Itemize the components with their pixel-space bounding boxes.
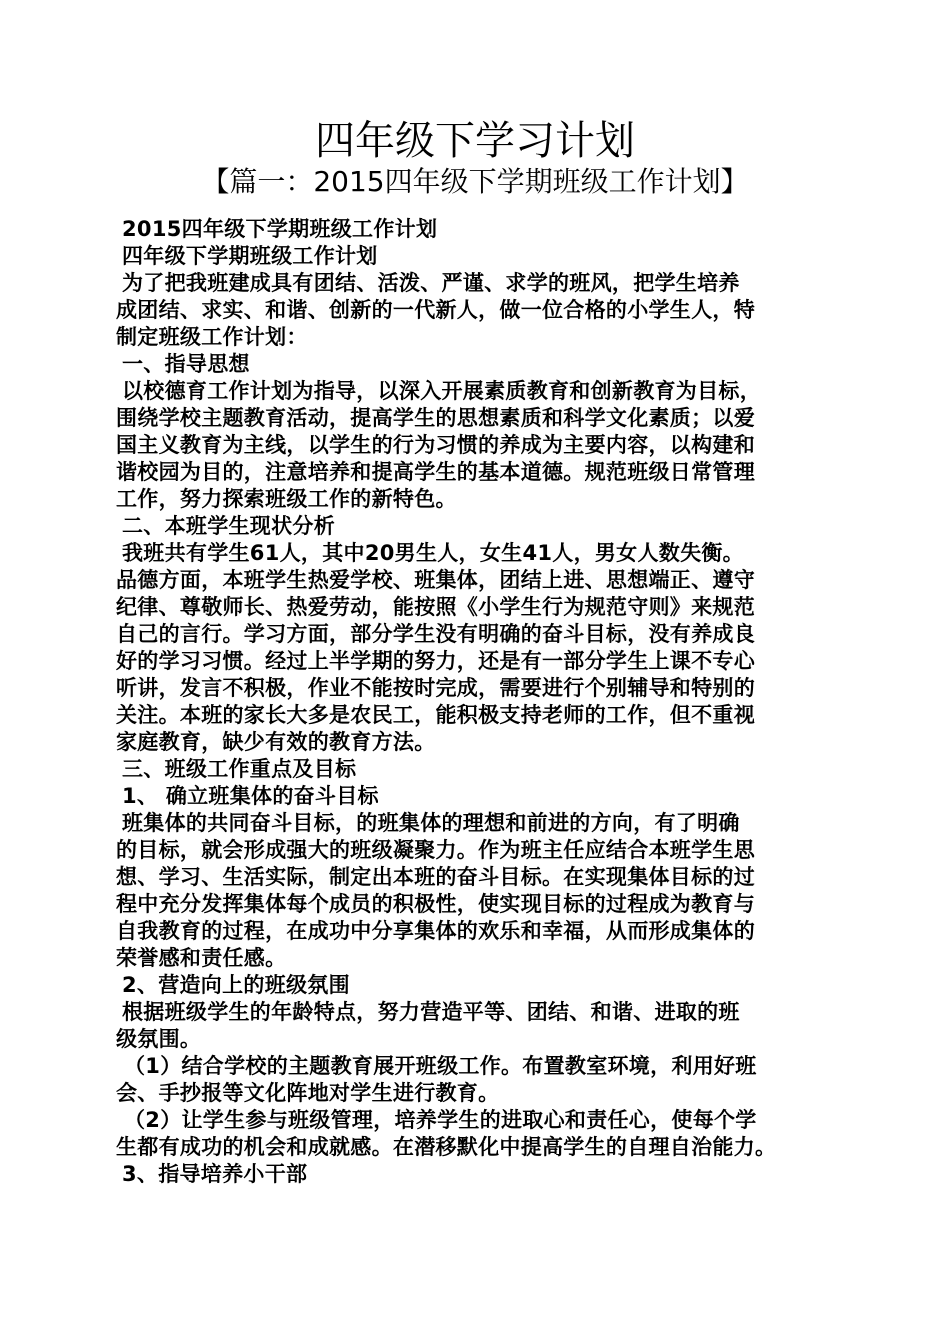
text-line: 班集体的共同奋斗目标，的班集体的理想和前进的方向，有了明确 bbox=[122, 811, 740, 835]
text-line: 想、学习、生活实际，制定出本班的奋斗目标。在实现集体目标的过 bbox=[116, 865, 755, 889]
text-line: （2）让学生参与班级管理，培养学生的进取心和责任心，使每个学 bbox=[124, 1108, 757, 1132]
text-line: 谐校园为目的，注意培养和提高学生的基本道德。规范班级日常管理 bbox=[116, 460, 755, 484]
text-line: 生都有成功的机会和成就感。在潜移默化中提高学生的自理自治能力。 bbox=[116, 1135, 777, 1159]
text-line: 品德方面，本班学生热爱学校、班集体，团结上进、思想端正、遵守 bbox=[116, 568, 755, 592]
text-line: 纪律、尊敬师长、热爱劳动，能按照《小学生行为规范守则》来规范 bbox=[116, 595, 755, 619]
text-line: 自己的言行。学习方面，部分学生没有明确的奋斗目标，没有养成良 bbox=[116, 622, 755, 646]
text-line: 工作，努力探索班级工作的新特色。 bbox=[116, 487, 457, 511]
subsection-heading: 2、营造向上的班级氛围 bbox=[122, 973, 350, 997]
subsection-heading: 3、指导培养小干部 bbox=[122, 1162, 308, 1186]
text-line: 根据班级学生的年龄特点，努力营造平等、团结、和谐、进取的班 bbox=[122, 1000, 740, 1024]
text-line: 会、手抄报等文化阵地对学生进行教育。 bbox=[116, 1081, 500, 1105]
text-line: 荣誉感和责任感。 bbox=[116, 946, 287, 970]
section-heading: 一、指导思想 bbox=[122, 352, 250, 376]
document-body bbox=[116, 216, 838, 1188]
text-line: 围绕学校主题教育活动，提高学生的思想素质和科学文化素质；以爱 bbox=[116, 406, 755, 430]
text-line: 我班共有学生61人，其中20男生人，女生41人，男女人数失衡。 bbox=[122, 541, 744, 565]
text-line: 成团结、求实、和谐、创新的一代新人，做一位合格的小学生人，特 bbox=[116, 298, 755, 322]
document-title: 四年级下学习计划 bbox=[315, 118, 635, 164]
document-subtitle: 【篇一：2015四年级下学期班级工作计划】 bbox=[201, 165, 749, 198]
text-line: 听讲，发言不积极，作业不能按时完成，需要进行个别辅导和特别的 bbox=[116, 676, 755, 700]
section-heading: 三、班级工作重点及目标 bbox=[122, 757, 357, 781]
text-line: （1）结合学校的主题教育展开班级工作。布置教室环境，利用好班 bbox=[124, 1054, 757, 1078]
text-line: 好的学习习惯。经过上半学期的努力，还是有一部分学生上课不专心 bbox=[116, 649, 755, 673]
text-line: 家庭教育，缺少有效的教育方法。 bbox=[116, 730, 436, 754]
text-line: 的目标，就会形成强大的班级凝聚力。作为班主任应结合本班学生思 bbox=[116, 838, 755, 862]
text-line: 制定班级工作计划： bbox=[116, 325, 308, 349]
text-line: 自我教育的过程，在成功中分享集体的欢乐和幸福，从而形成集体的 bbox=[116, 919, 755, 943]
text-line: 程中充分发挥集体每个成员的积极性，使实现目标的过程成为教育与 bbox=[116, 892, 755, 916]
text-line: 关注。本班的家长大多是农民工，能积极支持老师的工作，但不重视 bbox=[116, 703, 755, 727]
subsection-heading: 1、 确立班集体的奋斗目标 bbox=[122, 784, 379, 808]
text-line: 2015四年级下学期班级工作计划 bbox=[122, 217, 438, 241]
section-heading: 二、本班学生现状分析 bbox=[122, 514, 335, 538]
text-line: 国主义教育为主线，以学生的行为习惯的养成为主要内容，以构建和 bbox=[116, 433, 755, 457]
text-line: 四年级下学期班级工作计划 bbox=[122, 244, 378, 268]
text-line: 为了把我班建成具有团结、活泼、严谨、求学的班风，把学生培养 bbox=[122, 271, 740, 295]
text-line: 级氛围。 bbox=[116, 1027, 202, 1051]
text-line: 以校德育工作计划为指导，以深入开展素质教育和创新教育为目标， bbox=[122, 379, 761, 403]
